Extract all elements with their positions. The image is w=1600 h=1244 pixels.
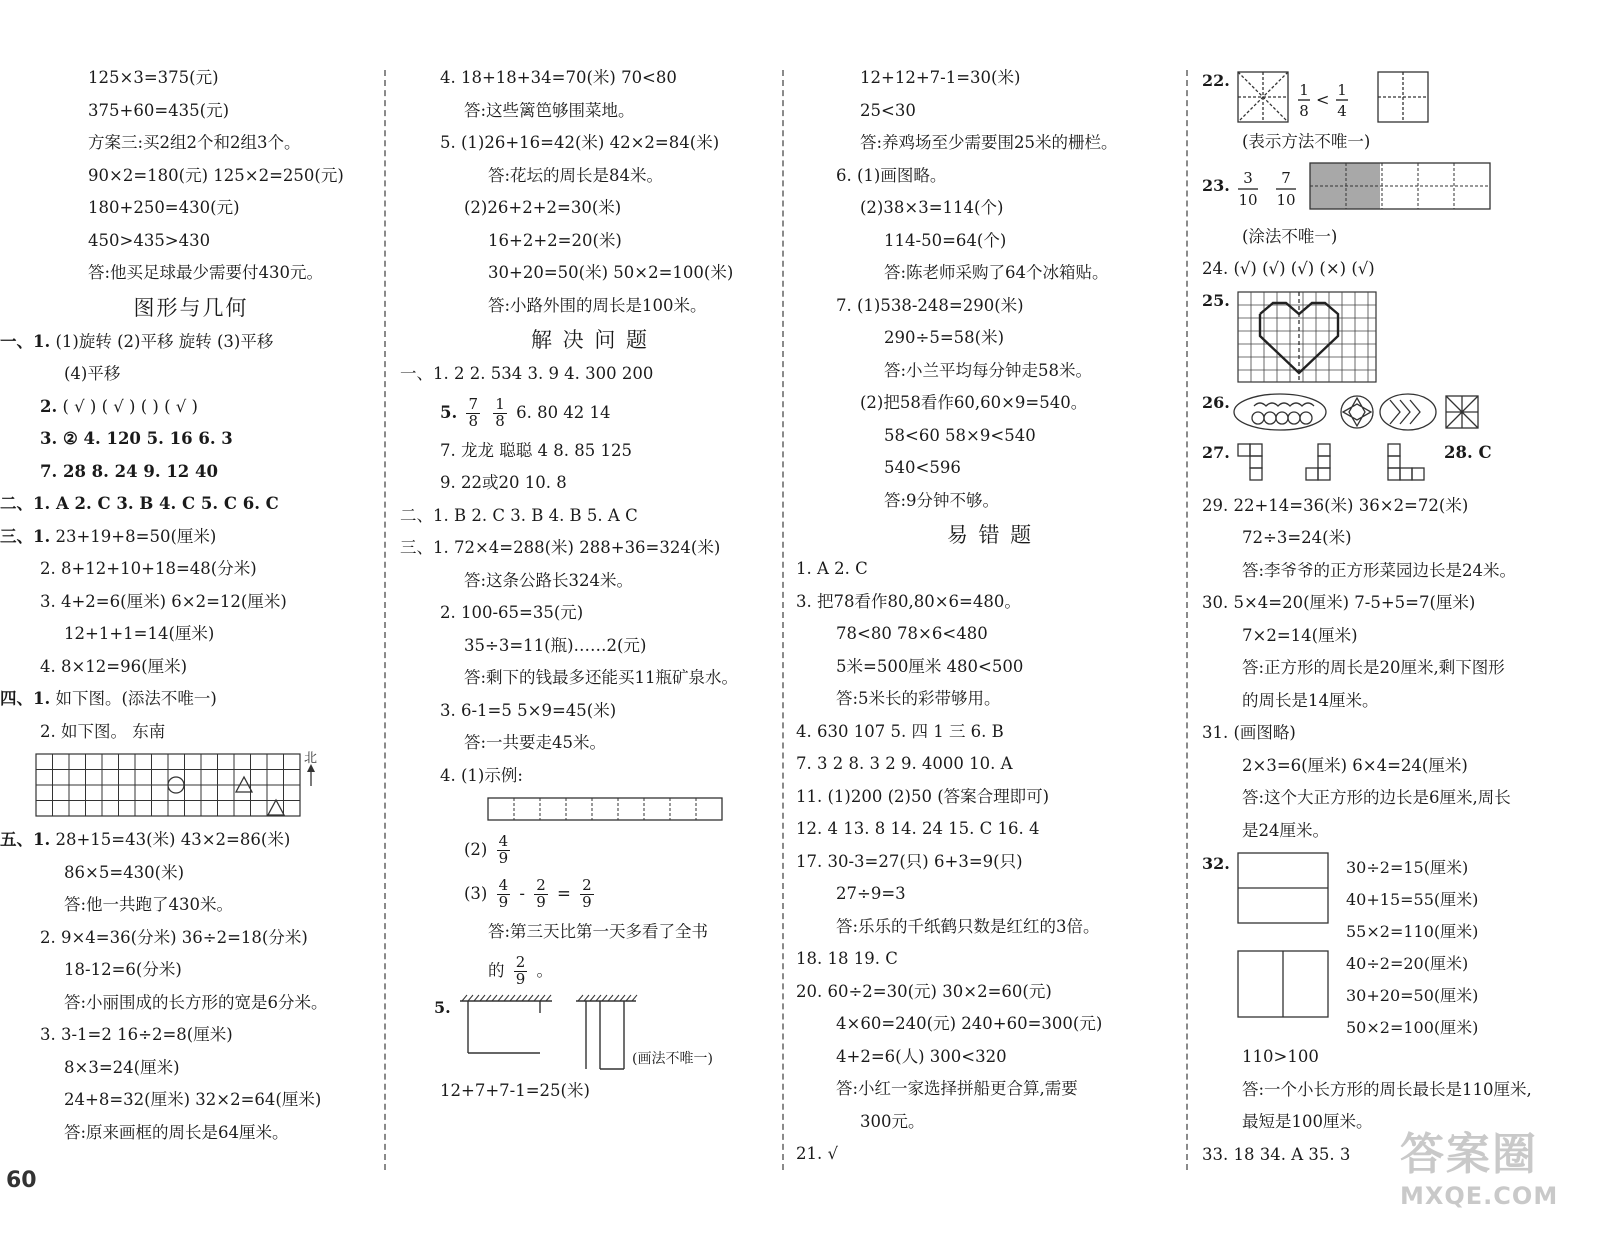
- answer-line: 3. 3-1=2 16÷2=8(厘米): [40, 1025, 233, 1044]
- answer-line: (2)38×3=114(个): [860, 198, 1004, 217]
- answer-line: 答:这条公路长324米。: [464, 570, 634, 590]
- answer-line: 答:剩下的钱最多还能买11瓶矿泉水。: [464, 668, 739, 687]
- answer-line: 50×2=100(厘米): [1346, 1018, 1479, 1037]
- answer-line: 55×2=110(厘米): [1346, 922, 1479, 941]
- answer-line: 答:这些篱笆够围菜地。: [464, 100, 635, 120]
- answer-line: (2)26+2+2=30(米): [464, 198, 622, 217]
- answer-line: 答:正方形的周长是20厘米,剩下图形: [1242, 658, 1505, 677]
- segmented-bar-figure: [400, 792, 780, 828]
- answer-line: (4)平移: [64, 364, 121, 383]
- answer-line: 12+1+1=14(厘米): [64, 624, 215, 643]
- answer-line: 答:小路外围的周长是100米。: [488, 295, 707, 315]
- answer-line: 12+7+7-1=25(米): [440, 1080, 590, 1100]
- answer-line: 7. (1)538-248=290(米): [836, 295, 1024, 315]
- answer-line: 答:陈老师采购了64个冰箱贴。: [884, 263, 1109, 282]
- answer-line: 答:小红一家选择拼船更合算,需要: [836, 1079, 1078, 1098]
- answer-line: 5. (1)26+16=42(米) 42×2=84(米): [440, 133, 720, 152]
- answer-line: 540<596: [884, 458, 961, 477]
- heart-grid-figure: [1202, 286, 1598, 386]
- column-4: [1202, 62, 1598, 1182]
- answer-line: 28. C: [1444, 442, 1492, 462]
- column-divider: [384, 70, 386, 1170]
- answer-line: 4. 8×12=96(厘米): [40, 656, 188, 676]
- fraction-denominator: 10: [1276, 190, 1296, 209]
- answer-line: 30+20=50(厘米): [1346, 986, 1479, 1005]
- answer-line: 7. 3 2 8. 3 2 9. 4000 10. A: [796, 754, 1013, 773]
- answer-line: 答:他买足球最少需要付430元。: [88, 263, 324, 282]
- answer-line: 2. 8+12+10+18=48(分米): [40, 559, 257, 578]
- answer-line: 12+12+7-1=30(米): [860, 68, 1021, 87]
- answer-line: 90×2=180(元) 125×2=250(元): [88, 165, 344, 185]
- q27-figure: [1202, 436, 1598, 490]
- watermark-text: 答案圈: [1400, 1129, 1538, 1180]
- pinwheel-pattern-icon: [1341, 396, 1373, 428]
- answer-line: 2. 9×4=36(分米) 36÷2=18(分米): [40, 927, 308, 947]
- answer-line: 30÷2=15(厘米): [1346, 858, 1469, 877]
- answer-line: 2. 如下图。 东南: [40, 721, 166, 741]
- page-number: 60: [6, 1168, 37, 1193]
- answer-line: 8×3=24(厘米): [64, 1057, 180, 1077]
- answer-line: 23+19+8=50(厘米): [55, 526, 217, 546]
- answer-line: 31. (画图略): [1202, 723, 1296, 742]
- answer-line: 6. 80 42 14: [516, 402, 611, 422]
- fraction: $\frac{4}{9}$: [498, 876, 509, 911]
- fraction-numerator: 1: [1299, 81, 1309, 99]
- chevron-pattern-icon: [1380, 394, 1436, 430]
- fraction-numerator: 7: [1281, 168, 1291, 187]
- q26-figure: [1202, 386, 1598, 436]
- answer-line: 180+250=430(元): [88, 198, 240, 217]
- answer-line: 答:养鸡场至少需要围25米的栅栏。: [860, 133, 1118, 152]
- fraction-numerator: 1: [1337, 81, 1347, 99]
- answer-line: 是24厘米。: [1242, 820, 1329, 840]
- column-divider: [782, 70, 784, 1170]
- answer-line: 40+15=55(厘米): [1346, 890, 1479, 909]
- q23-figure: [1202, 159, 1598, 221]
- question-number: 23.: [1202, 175, 1230, 195]
- q32-figure: [1202, 847, 1598, 1041]
- answer-line: 9. 22或20 10. 8: [440, 473, 567, 492]
- block-shape-icon: [1238, 444, 1424, 480]
- fraction-denominator: 8: [1299, 102, 1309, 120]
- answer-line: 4. (1)示例:: [440, 765, 523, 785]
- answer-line: 1. A 2. C: [796, 559, 868, 578]
- answer-line: 4. 630 107 5. 四 1 三 6. B: [796, 721, 1004, 741]
- question-number: 25.: [1202, 290, 1230, 310]
- answer-line: 2×3=6(厘米) 6×4=24(厘米): [1242, 755, 1468, 775]
- fraction: $\frac{1}{8}$: [495, 394, 505, 430]
- answer-line: 17. 30-3=27(只) 6+3=9(只): [796, 851, 1023, 871]
- answer-line: 7×2=14(厘米): [1242, 625, 1358, 645]
- answer-line: 12. 4 13. 8 14. 24 15. C 16. 4: [796, 819, 1040, 838]
- answer-line: 6. (1)画图略。: [836, 165, 947, 185]
- answer-line: 29. 22+14=36(米) 36×2=72(米): [1202, 495, 1469, 515]
- question-number: 四、1.: [0, 689, 51, 708]
- answer-line: 300元。: [860, 1111, 925, 1131]
- column-1: [0, 62, 382, 1182]
- answer-line: 33. 18 34. A 35. 3: [1202, 1144, 1351, 1164]
- section-heading: 图形与几何: [133, 295, 249, 320]
- answer-line: 三、1. 72×4=288(米) 288+36=324(米): [400, 538, 721, 557]
- north-label: 北: [304, 751, 318, 766]
- question-number: 五、1.: [0, 830, 51, 849]
- question-number: 5.: [440, 402, 458, 422]
- fraction-denominator: 4: [1337, 102, 1347, 120]
- answer-line: 答:这个大正方形的边长是6厘米,周长: [1242, 788, 1511, 807]
- answer-line: 11. (1)200 (2)50 (答案合理即可): [796, 786, 1050, 806]
- answer-line: 30. 5×4=20(厘米) 7-5+5=7(厘米): [1202, 593, 1476, 612]
- answer-line: 二、1. B 2. C 3. B 4. B 5. A C: [400, 505, 638, 525]
- question-number: 32.: [1202, 854, 1230, 873]
- answer-line: 答:一共要走45米。: [464, 733, 607, 752]
- answer-line: 答:原来画框的周长是64厘米。: [64, 1122, 289, 1142]
- answer-line: 3. ② 4. 120 5. 16 6. 3: [40, 429, 233, 448]
- answer-line: 24+8=32(厘米) 32×2=64(厘米): [64, 1090, 322, 1109]
- part-label: (3): [464, 884, 488, 903]
- answer-line: (表示方法不唯一): [1242, 132, 1371, 151]
- answer-line: 110>100: [1242, 1047, 1319, 1066]
- answer-line: 4. 18+18+34=70(米) 70<80: [440, 68, 677, 87]
- column-3: [796, 62, 1184, 1182]
- watermark-url: MXQE.COM: [1400, 1182, 1559, 1210]
- fraction: $\frac{4}{9}$: [498, 832, 509, 867]
- answer-line: 答:5米长的彩带够用。: [836, 689, 1001, 708]
- answer-line: 二、1. A 2. C 3. B 4. C 5. C 6. C: [0, 494, 279, 513]
- question-number: 27.: [1202, 442, 1230, 462]
- answer-line: 2. 100-65=35(元): [440, 603, 584, 622]
- answer-line: 答:第三天比第一天多看了全书: [488, 922, 709, 941]
- answer-line: 450>435>430: [88, 230, 211, 250]
- answer-line: (涂法不唯一): [1242, 226, 1338, 246]
- answer-line: 35÷3=11(瓶)……2(元): [464, 635, 647, 655]
- answer-line: 18. 18 19. C: [796, 949, 898, 968]
- grid-figure: [0, 748, 382, 824]
- answer-line: 125×3=375(元): [88, 68, 219, 87]
- answer-line: 答:一个小长方形的周长最长是110厘米,: [1242, 1079, 1532, 1099]
- answer-line: 4×60=240(元) 240+60=300(元): [836, 1014, 1103, 1033]
- answer-line: 3. 把78看作80,80×6=480。: [796, 591, 1021, 611]
- fence-figure: [400, 993, 780, 1075]
- answer-line: 18-12=6(分米): [64, 960, 182, 979]
- answer-line: 86×5=430(米): [64, 862, 185, 882]
- answer-line: 24. (√) (√) (√) (×) (√): [1202, 259, 1375, 278]
- q22-figure: [1202, 62, 1598, 126]
- answer-line: 58<60 58×9<540: [884, 425, 1036, 445]
- fraction-numerator: 3: [1243, 168, 1253, 187]
- fraction: $\frac{7}{8}$: [468, 394, 479, 430]
- question-number: 5.: [434, 997, 451, 1017]
- answer-line: 375+60=435(元): [88, 100, 230, 120]
- answer-line: ( √ ) ( √ ) ( ) ( √ ): [62, 396, 198, 416]
- column-2: [400, 62, 780, 1182]
- answer-line: 方案三:买2组2个和2组3个。: [88, 133, 301, 152]
- answer-line: (2)把58看作60,60×9=540。: [860, 393, 1088, 412]
- equals-sign: =: [557, 884, 571, 903]
- answer-line: 答:小丽围成的长方形的宽是6分米。: [64, 992, 328, 1012]
- question-number: 22.: [1202, 71, 1230, 90]
- answer-line: 5米=500厘米 480<500: [836, 656, 1024, 676]
- answer-line: 答:9分钟不够。: [884, 490, 1000, 510]
- watermark: [1400, 1118, 1590, 1230]
- minus-sign: -: [519, 884, 525, 903]
- answer-line: 。: [536, 960, 554, 980]
- answer-line: 答:李爷爷的正方形菜园边长是24米。: [1242, 560, 1517, 580]
- answer-line: 3. 6-1=5 5×9=45(米): [440, 700, 617, 720]
- answer-line: 290÷5=58(米): [884, 328, 1005, 347]
- answer-line: 7. 28 8. 24 9. 12 40: [40, 461, 218, 481]
- answer-line: 答:乐乐的千纸鹤只数是红红的3倍。: [836, 916, 1100, 936]
- answer-line: 25<30: [860, 100, 916, 120]
- section-heading: 易 错 题: [946, 523, 1034, 547]
- answer-line: 27÷9=3: [836, 884, 906, 903]
- question-number: 2.: [40, 396, 58, 416]
- answer-line: 78<80 78×6<480: [836, 624, 988, 643]
- answer-line: 30+20=50(米) 50×2=100(米): [488, 263, 734, 282]
- answer-line: 40÷2=20(厘米): [1346, 954, 1469, 973]
- fraction: $\frac{2}{9}$: [515, 952, 526, 988]
- question-number: 三、1.: [0, 526, 51, 546]
- question-number: 一、1.: [0, 331, 51, 351]
- answer-line: 一、1. 2 2. 534 3. 9 4. 300 200: [400, 364, 654, 383]
- answer-line: 21. √: [796, 1144, 838, 1163]
- answer-line: 28+15=43(米) 43×2=86(米): [55, 830, 291, 849]
- answer-line: 7. 龙龙 聪聪 4 8. 85 125: [440, 440, 632, 460]
- answer-line: 72÷3=24(米): [1242, 528, 1352, 547]
- part-label: (2): [464, 840, 488, 859]
- triangle-marker: [268, 800, 284, 815]
- answer-line: 114-50=64(个): [884, 230, 1007, 250]
- answer-line: 答:他一共跑了430米。: [64, 895, 234, 914]
- answer-line: 答:花坛的周长是84米。: [488, 165, 664, 185]
- answer-line: 的周长是14厘米。: [1242, 690, 1379, 710]
- column-divider: [1186, 70, 1188, 1170]
- answer-line: 4+2=6(人) 300<320: [836, 1046, 1007, 1066]
- question-number: 26.: [1202, 392, 1230, 412]
- section-heading: 解 决 问 题: [530, 328, 650, 352]
- fraction-denominator: 10: [1238, 190, 1258, 209]
- fraction: $\frac{2}{9}$: [582, 876, 592, 911]
- fraction: $\frac{2}{9}$: [536, 876, 546, 911]
- answer-line: 最短是100厘米。: [1242, 1112, 1373, 1131]
- answer-line: 3. 4+2=6(厘米) 6×2=12(厘米): [40, 591, 287, 611]
- answer-line: (1)旋转 (2)平移 旋转 (3)平移: [55, 331, 274, 351]
- answer-line: 20. 60÷2=30(元) 30×2=60(元): [796, 981, 1052, 1001]
- answer-line: 16+2+2=20(米): [488, 230, 622, 250]
- answer-line: 答:小兰平均每分钟走58米。: [884, 360, 1093, 380]
- less-than-sign: <: [1316, 90, 1330, 109]
- answer-line: 的: [488, 960, 505, 980]
- answer-line: 如下图。(添法不唯一): [55, 689, 217, 708]
- drawing-note: (画法不唯一): [632, 1050, 713, 1067]
